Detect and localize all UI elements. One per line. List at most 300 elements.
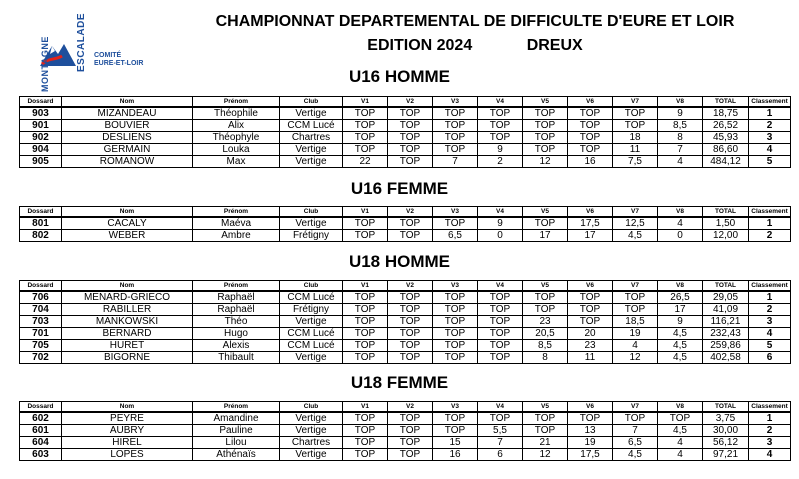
cell-v6: 23 xyxy=(568,340,613,352)
cell-v1: TOP xyxy=(343,340,388,352)
results-table-u16-femme xyxy=(19,206,791,242)
cell-v2: TOP xyxy=(388,316,433,328)
table-row xyxy=(20,352,791,364)
cell-club: Chartres xyxy=(280,132,343,144)
cell-v2: TOP xyxy=(388,120,433,132)
cell-v6: 16 xyxy=(568,156,613,168)
cell-v8: 0 xyxy=(658,230,703,242)
cell-total: 12,00 xyxy=(703,230,749,242)
logo-montagne-text: MONTAGNE xyxy=(40,36,50,92)
cell-nom: BERNARD xyxy=(62,328,193,340)
column-header-total: TOTAL xyxy=(703,97,749,108)
cell-v5: 12 xyxy=(523,449,568,461)
logo-comite-line1: COMITÉ xyxy=(94,52,122,59)
column-header-dossard: Dossard xyxy=(20,402,62,413)
column-header-v7: V7 xyxy=(613,97,658,108)
cell-classement: 5 xyxy=(749,156,791,168)
cell-v2: TOP xyxy=(388,437,433,449)
cell-prenom: Théophile xyxy=(193,107,280,120)
cell-classement: 1 xyxy=(749,291,791,304)
cell-dossard: 801 xyxy=(20,217,62,230)
column-header-v8: V8 xyxy=(658,207,703,218)
section-title-u18-homme: U18 HOMME xyxy=(348,252,451,271)
cell-v6: TOP xyxy=(568,291,613,304)
cell-v3: TOP xyxy=(433,120,478,132)
cell-v8: 4 xyxy=(658,217,703,230)
cell-prenom: Maéva xyxy=(193,217,280,230)
cell-v2: TOP xyxy=(388,144,433,156)
column-header-nom: Nom xyxy=(62,402,193,413)
cell-v2: TOP xyxy=(388,328,433,340)
column-header-club: Club xyxy=(280,402,343,413)
cell-dossard: 802 xyxy=(20,230,62,242)
column-header-v8: V8 xyxy=(658,281,703,292)
cell-nom: MENARD-GRIECO xyxy=(62,291,193,304)
cell-v4: TOP xyxy=(478,291,523,304)
cell-v7: 4 xyxy=(613,340,658,352)
cell-v1: TOP xyxy=(343,107,388,120)
cell-v8: 4,5 xyxy=(658,425,703,437)
column-header-v5: V5 xyxy=(523,281,568,292)
cell-v3: TOP xyxy=(433,304,478,316)
cell-nom: MANKOWSKI xyxy=(62,316,193,328)
cell-nom: RABILLER xyxy=(62,304,193,316)
cell-nom: BOUVIER xyxy=(62,120,193,132)
cell-nom: CACALY xyxy=(62,217,193,230)
cell-club: Frétigny xyxy=(280,230,343,242)
cell-v8: 4 xyxy=(658,437,703,449)
cell-classement: 1 xyxy=(749,412,791,425)
cell-classement: 2 xyxy=(749,230,791,242)
cell-v4: TOP xyxy=(478,352,523,364)
cell-v8: 17 xyxy=(658,304,703,316)
cell-v7: 18,5 xyxy=(613,316,658,328)
cell-v1: TOP xyxy=(343,291,388,304)
cell-v6: TOP xyxy=(568,132,613,144)
cell-classement: 3 xyxy=(749,316,791,328)
cell-v7: 18 xyxy=(613,132,658,144)
column-header-v5: V5 xyxy=(523,207,568,218)
cell-v5: 12 xyxy=(523,156,568,168)
table-header-row xyxy=(20,402,791,413)
cell-classement: 4 xyxy=(749,144,791,156)
cell-v1: TOP xyxy=(343,304,388,316)
cell-v3: TOP xyxy=(433,107,478,120)
cell-v4: 7 xyxy=(478,437,523,449)
column-header-classement: Classement xyxy=(749,281,791,292)
column-header-v4: V4 xyxy=(478,281,523,292)
cell-dossard: 701 xyxy=(20,328,62,340)
column-header-v2: V2 xyxy=(388,281,433,292)
column-header-classement: Classement xyxy=(749,97,791,108)
column-header-v7: V7 xyxy=(613,402,658,413)
cell-v7: 19 xyxy=(613,328,658,340)
results-table-u18-homme xyxy=(19,280,791,364)
cell-v4: TOP xyxy=(478,304,523,316)
section-title-u16-homme: U16 HOMME xyxy=(348,67,451,86)
cell-v6: 11 xyxy=(568,352,613,364)
column-header-club: Club xyxy=(280,97,343,108)
table-row xyxy=(20,132,791,144)
cell-v6: 17,5 xyxy=(568,449,613,461)
cell-v3: 16 xyxy=(433,449,478,461)
cell-total: 1,50 xyxy=(703,217,749,230)
column-header-v1: V1 xyxy=(343,402,388,413)
section-title-u16-femme: U16 FEMME xyxy=(350,179,449,198)
cell-club: Vertige xyxy=(280,316,343,328)
cell-club: Vertige xyxy=(280,412,343,425)
cell-dossard: 903 xyxy=(20,107,62,120)
cell-v2: TOP xyxy=(388,304,433,316)
cell-dossard: 601 xyxy=(20,425,62,437)
cell-nom: HURET xyxy=(62,340,193,352)
column-header-v1: V1 xyxy=(343,207,388,218)
cell-v5: TOP xyxy=(523,304,568,316)
column-header-prenom: Prénom xyxy=(193,281,280,292)
cell-v4: TOP xyxy=(478,340,523,352)
cell-v1: TOP xyxy=(343,437,388,449)
cell-total: 484,12 xyxy=(703,156,749,168)
cell-v6: TOP xyxy=(568,304,613,316)
column-header-nom: Nom xyxy=(62,207,193,218)
cell-total: 45,93 xyxy=(703,132,749,144)
column-header-v6: V6 xyxy=(568,402,613,413)
cell-dossard: 706 xyxy=(20,291,62,304)
column-header-classement: Classement xyxy=(749,207,791,218)
cell-total: 29,05 xyxy=(703,291,749,304)
table-header-row xyxy=(20,97,791,108)
column-header-total: TOTAL xyxy=(703,207,749,218)
cell-v5: 20,5 xyxy=(523,328,568,340)
cell-v5: 17 xyxy=(523,230,568,242)
table-row xyxy=(20,449,791,461)
cell-v2: TOP xyxy=(388,156,433,168)
cell-v7: 11 xyxy=(613,144,658,156)
cell-v7: 6,5 xyxy=(613,437,658,449)
cell-v3: TOP xyxy=(433,328,478,340)
cell-dossard: 904 xyxy=(20,144,62,156)
column-header-dossard: Dossard xyxy=(20,97,62,108)
cell-v4: 0 xyxy=(478,230,523,242)
cell-v2: TOP xyxy=(388,449,433,461)
table-row xyxy=(20,328,791,340)
table-header-row xyxy=(20,207,791,218)
cell-v7: 7,5 xyxy=(613,156,658,168)
cell-dossard: 603 xyxy=(20,449,62,461)
cell-v2: TOP xyxy=(388,352,433,364)
cell-dossard: 703 xyxy=(20,316,62,328)
cell-total: 18,75 xyxy=(703,107,749,120)
cell-club: Chartres xyxy=(280,437,343,449)
cell-v6: 17,5 xyxy=(568,217,613,230)
cell-classement: 2 xyxy=(749,304,791,316)
cell-v1: TOP xyxy=(343,120,388,132)
cell-v3: TOP xyxy=(433,132,478,144)
table-row xyxy=(20,291,791,304)
cell-prenom: Thibault xyxy=(193,352,280,364)
cell-v5: 23 xyxy=(523,316,568,328)
cell-v4: TOP xyxy=(478,120,523,132)
cell-v8: 4 xyxy=(658,156,703,168)
table-row xyxy=(20,304,791,316)
cell-v6: 13 xyxy=(568,425,613,437)
table-row xyxy=(20,316,791,328)
cell-v1: TOP xyxy=(343,425,388,437)
title-line: CHAMPIONNAT DEPARTEMENTAL DE DIFFICULTE D'EURE ET LOIR xyxy=(215,13,735,30)
column-header-v6: V6 xyxy=(568,207,613,218)
cell-v7: 4,5 xyxy=(613,230,658,242)
cell-v8: 4,5 xyxy=(658,352,703,364)
column-header-v2: V2 xyxy=(388,402,433,413)
cell-dossard: 702 xyxy=(20,352,62,364)
cell-club: CCM Lucé xyxy=(280,328,343,340)
cell-v3: TOP xyxy=(433,291,478,304)
cell-total: 259,86 xyxy=(703,340,749,352)
cell-v3: TOP xyxy=(433,217,478,230)
cell-nom: AUBRY xyxy=(62,425,193,437)
column-header-v5: V5 xyxy=(523,97,568,108)
table-row xyxy=(20,107,791,120)
cell-v6: 17 xyxy=(568,230,613,242)
cell-nom: PEYRE xyxy=(62,412,193,425)
cell-total: 56,12 xyxy=(703,437,749,449)
column-header-v4: V4 xyxy=(478,207,523,218)
cell-club: Vertige xyxy=(280,144,343,156)
column-header-prenom: Prénom xyxy=(193,97,280,108)
cell-v4: TOP xyxy=(478,107,523,120)
cell-prenom: Raphaël xyxy=(193,291,280,304)
column-header-club: Club xyxy=(280,207,343,218)
cell-prenom: Lilou xyxy=(193,437,280,449)
column-header-v7: V7 xyxy=(613,207,658,218)
cell-v4: TOP xyxy=(478,328,523,340)
cell-v6: TOP xyxy=(568,120,613,132)
city-label: DREUX xyxy=(526,37,583,54)
cell-v8: 9 xyxy=(658,107,703,120)
cell-dossard: 704 xyxy=(20,304,62,316)
table-row xyxy=(20,120,791,132)
cell-prenom: Alix xyxy=(193,120,280,132)
cell-total: 97,21 xyxy=(703,449,749,461)
cell-v3: TOP xyxy=(433,144,478,156)
column-header-v4: V4 xyxy=(478,402,523,413)
cell-classement: 3 xyxy=(749,437,791,449)
cell-v8: TOP xyxy=(658,412,703,425)
cell-club: Vertige xyxy=(280,449,343,461)
cell-v5: TOP xyxy=(523,144,568,156)
logo-comite-line2: EURE-ET-LOIR xyxy=(94,60,144,67)
table-row xyxy=(20,144,791,156)
cell-total: 116,21 xyxy=(703,316,749,328)
cell-v1: TOP xyxy=(343,144,388,156)
cell-v5: 21 xyxy=(523,437,568,449)
cell-v5: TOP xyxy=(523,217,568,230)
title-edition-line xyxy=(170,34,780,58)
cell-v8: 26,5 xyxy=(658,291,703,304)
column-header-v2: V2 xyxy=(388,97,433,108)
cell-prenom: Pauline xyxy=(193,425,280,437)
cell-nom: WEBER xyxy=(62,230,193,242)
cell-v7: 12,5 xyxy=(613,217,658,230)
cell-v1: TOP xyxy=(343,230,388,242)
cell-v1: TOP xyxy=(343,352,388,364)
cell-classement: 3 xyxy=(749,132,791,144)
cell-total: 3,75 xyxy=(703,412,749,425)
cell-nom: LOPES xyxy=(62,449,193,461)
cell-v5: TOP xyxy=(523,291,568,304)
cell-v2: TOP xyxy=(388,412,433,425)
column-header-prenom: Prénom xyxy=(193,207,280,218)
column-header-v3: V3 xyxy=(433,281,478,292)
table-row xyxy=(20,156,791,168)
cell-v4: 9 xyxy=(478,144,523,156)
table-header-row xyxy=(20,281,791,292)
cell-v3: 7 xyxy=(433,156,478,168)
cell-v7: TOP xyxy=(613,120,658,132)
results-table-u18-femme xyxy=(19,401,791,461)
cell-v4: 5,5 xyxy=(478,425,523,437)
cell-v6: TOP xyxy=(568,316,613,328)
cell-v6: 20 xyxy=(568,328,613,340)
cell-v2: TOP xyxy=(388,217,433,230)
cell-dossard: 902 xyxy=(20,132,62,144)
cell-club: Vertige xyxy=(280,156,343,168)
results-table-u16-homme xyxy=(19,96,791,168)
cell-club: Vertige xyxy=(280,107,343,120)
cell-dossard: 705 xyxy=(20,340,62,352)
cell-v5: TOP xyxy=(523,132,568,144)
cell-v2: TOP xyxy=(388,230,433,242)
cell-v8: 4 xyxy=(658,449,703,461)
cell-v3: TOP xyxy=(433,352,478,364)
cell-v6: 19 xyxy=(568,437,613,449)
cell-v8: 9 xyxy=(658,316,703,328)
cell-v4: 6 xyxy=(478,449,523,461)
cell-nom: GERMAIN xyxy=(62,144,193,156)
cell-v8: 7 xyxy=(658,144,703,156)
column-header-v6: V6 xyxy=(568,281,613,292)
cell-classement: 6 xyxy=(749,352,791,364)
cell-v3: 6,5 xyxy=(433,230,478,242)
cell-v1: 22 xyxy=(343,156,388,168)
cell-v8: 8 xyxy=(658,132,703,144)
cell-v6: TOP xyxy=(568,412,613,425)
cell-v7: TOP xyxy=(613,107,658,120)
table-row xyxy=(20,437,791,449)
logo-escalade-text: ESCALADE xyxy=(76,12,87,72)
cell-club: Vertige xyxy=(280,352,343,364)
cell-v6: TOP xyxy=(568,107,613,120)
cell-v7: 4,5 xyxy=(613,449,658,461)
cell-prenom: Raphaël xyxy=(193,304,280,316)
cell-v3: TOP xyxy=(433,340,478,352)
cell-nom: DESLIENS xyxy=(62,132,193,144)
cell-v7: TOP xyxy=(613,304,658,316)
cell-v3: TOP xyxy=(433,425,478,437)
cell-v2: TOP xyxy=(388,107,433,120)
cell-prenom: Louka xyxy=(193,144,280,156)
column-header-v3: V3 xyxy=(433,207,478,218)
cell-prenom: Athénaïs xyxy=(193,449,280,461)
cell-v4: TOP xyxy=(478,412,523,425)
column-header-v4: V4 xyxy=(478,97,523,108)
column-header-v7: V7 xyxy=(613,281,658,292)
cell-v8: 4,5 xyxy=(658,340,703,352)
cell-v2: TOP xyxy=(388,425,433,437)
column-header-dossard: Dossard xyxy=(20,207,62,218)
cell-nom: BIGORNE xyxy=(62,352,193,364)
column-header-v8: V8 xyxy=(658,402,703,413)
cell-classement: 4 xyxy=(749,449,791,461)
cell-v3: TOP xyxy=(433,316,478,328)
cell-total: 232,43 xyxy=(703,328,749,340)
cell-v5: 8 xyxy=(523,352,568,364)
cell-v7: TOP xyxy=(613,291,658,304)
cell-v1: TOP xyxy=(343,132,388,144)
cell-prenom: Amandine xyxy=(193,412,280,425)
cell-club: CCM Lucé xyxy=(280,291,343,304)
cell-nom: HIREL xyxy=(62,437,193,449)
column-header-classement: Classement xyxy=(749,402,791,413)
table-row xyxy=(20,340,791,352)
table-row xyxy=(20,412,791,425)
cell-classement: 5 xyxy=(749,340,791,352)
cell-club: CCM Lucé xyxy=(280,120,343,132)
column-header-total: TOTAL xyxy=(703,402,749,413)
logo-comite-text xyxy=(94,52,143,68)
table-row xyxy=(20,230,791,242)
cell-prenom: Théo xyxy=(193,316,280,328)
cell-classement: 2 xyxy=(749,425,791,437)
cell-v2: TOP xyxy=(388,340,433,352)
cell-total: 402,58 xyxy=(703,352,749,364)
cell-v1: TOP xyxy=(343,316,388,328)
column-header-v3: V3 xyxy=(433,402,478,413)
table-row xyxy=(20,425,791,437)
cell-total: 86,60 xyxy=(703,144,749,156)
column-header-club: Club xyxy=(280,281,343,292)
column-header-v3: V3 xyxy=(433,97,478,108)
edition-label: EDITION 2024 xyxy=(367,37,473,54)
cell-v1: TOP xyxy=(343,449,388,461)
cell-total: 26,52 xyxy=(703,120,749,132)
cell-classement: 4 xyxy=(749,328,791,340)
cell-v4: 9 xyxy=(478,217,523,230)
cell-classement: 1 xyxy=(749,217,791,230)
cell-v3: TOP xyxy=(433,412,478,425)
cell-dossard: 604 xyxy=(20,437,62,449)
cell-v5: TOP xyxy=(523,107,568,120)
cell-v7: 12 xyxy=(613,352,658,364)
page-title xyxy=(170,10,780,58)
cell-v7: TOP xyxy=(613,412,658,425)
cell-v1: TOP xyxy=(343,328,388,340)
cell-nom: ROMANOW xyxy=(62,156,193,168)
cell-v8: 4,5 xyxy=(658,328,703,340)
column-header-nom: Nom xyxy=(62,97,193,108)
column-header-v6: V6 xyxy=(568,97,613,108)
cell-dossard: 905 xyxy=(20,156,62,168)
cell-v5: 8,5 xyxy=(523,340,568,352)
cell-v4: 2 xyxy=(478,156,523,168)
cell-nom: MIZANDEAU xyxy=(62,107,193,120)
column-header-v2: V2 xyxy=(388,207,433,218)
cell-prenom: Hugo xyxy=(193,328,280,340)
cell-club: CCM Lucé xyxy=(280,340,343,352)
cell-v5: TOP xyxy=(523,425,568,437)
cell-v5: TOP xyxy=(523,412,568,425)
column-header-prenom: Prénom xyxy=(193,402,280,413)
